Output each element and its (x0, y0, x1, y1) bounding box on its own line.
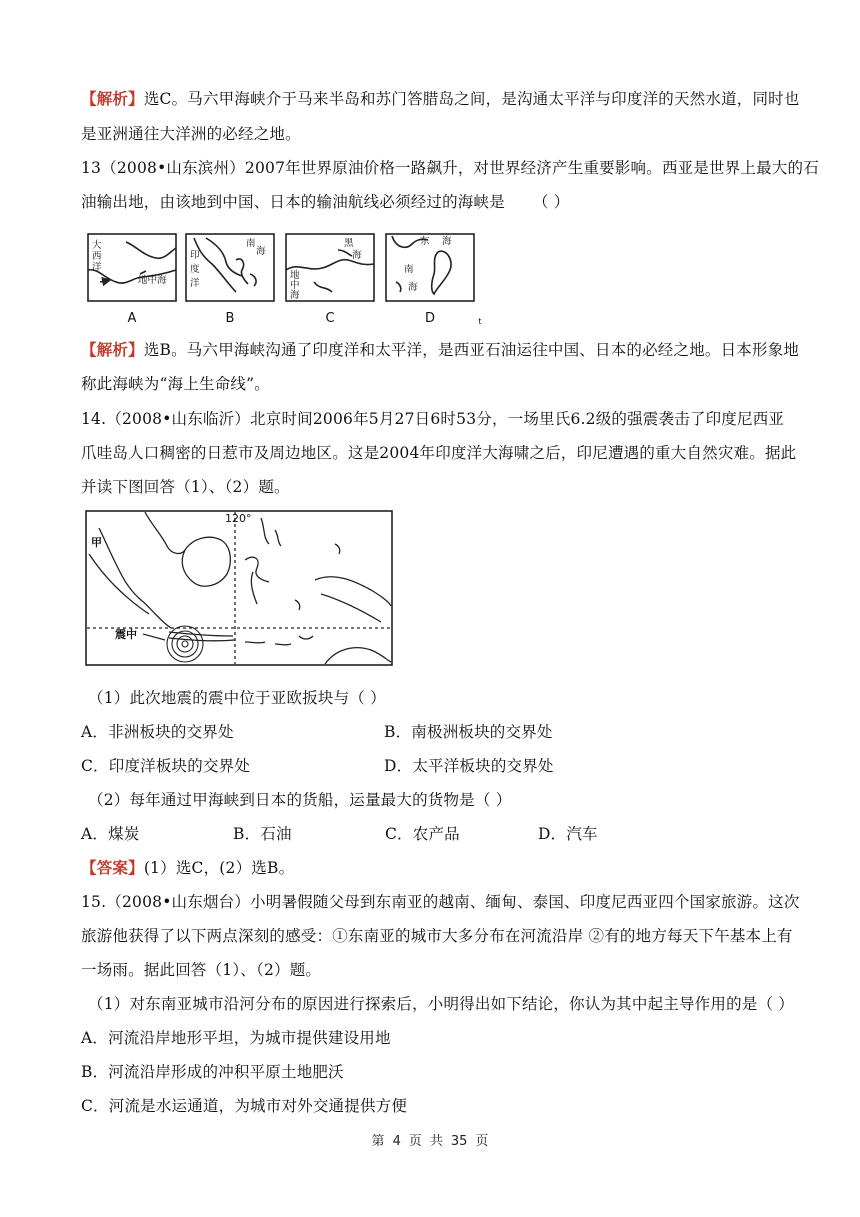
q13-stem-line-2: 油输出地，由该地到中国、日本的输油航线必须经过的海峡是 （ ） (81, 193, 570, 211)
map-a-letter: A (127, 311, 137, 326)
analysis-tag: 【解析】 (81, 89, 144, 108)
page-total: 35 (450, 1134, 468, 1149)
q14-answer: 【答案】(1）选C，(2）选B。 (81, 858, 295, 877)
svg-text:洋: 洋 (92, 262, 102, 273)
map-c-letter: C (325, 311, 335, 326)
answer-tag: 【答案】 (81, 858, 144, 877)
map-b-letter: B (225, 311, 235, 326)
svg-text:印: 印 (190, 250, 200, 261)
page-number: 4 (392, 1134, 401, 1149)
svg-text:南: 南 (246, 238, 256, 249)
svg-text:大: 大 (92, 240, 102, 251)
svg-text:中: 中 (290, 280, 300, 291)
q15-option-b: B．河流沿岸形成的冲积平原土地肥沃 (81, 1063, 344, 1081)
option-d: D．太平洋板块的交界处 (384, 757, 554, 775)
epicenter-label: 震中 (115, 628, 137, 641)
meridian-label: 120° (225, 512, 252, 525)
q12-analysis-line-1: 【解析】选C。马六甲海峡介于马来半岛和苏门答腊岛之间，是沟通太平洋与印度洋的天然水道，同时也 (81, 89, 800, 108)
svg-text:地: 地 (290, 270, 300, 281)
q14-sub1: （1）此次地震的震中位于亚欧扳块与（ ） (88, 689, 386, 707)
q15-stem-line-1: 15.（2008•山东烟台）小明暑假随父母到东南亚的越南、缅甸、泰国、印度尼西亚四个国家旅游。这次 (81, 893, 800, 911)
option-b: B．南极洲板块的交界处 (384, 723, 553, 741)
option-c: C．印度洋板块的交界处 (81, 757, 251, 775)
analysis-tag: 【解析】 (81, 340, 144, 359)
option-d: D．汽车 (538, 825, 598, 843)
option-b: B．石油 (233, 825, 292, 843)
svg-text:海: 海 (442, 236, 452, 247)
q14-sub2: （2）每年通过甲海峡到日本的货船，运量最大的货物是（ ） (88, 791, 512, 809)
stray-mark: t (478, 317, 482, 326)
option-a: A．非洲板块的交界处 (81, 723, 234, 741)
page-footer: 第 4 页 共 35 页 (371, 1134, 489, 1149)
svg-text:洋: 洋 (190, 278, 200, 289)
map-d-frame (386, 234, 474, 301)
q13-analysis-line-1: 【解析】选B。马六甲海峡沟通了印度洋和太平洋，是西亚石油运往中国、日本的必经之地。日本形象地 (81, 340, 800, 359)
q14-stem-line-3: 并读下图回答（1）、（2）题。 (81, 478, 290, 496)
q15-option-c: C．河流是水运通道，为城市对外交通提供方便 (81, 1097, 408, 1115)
svg-text:南: 南 (404, 264, 414, 275)
svg-text:海: 海 (352, 250, 362, 261)
answer-paren: （ ） (532, 193, 570, 211)
q15-sub1: （1）对东南亚城市沿河分布的原因进行探索后，小明得出如下结论，你认为其中起主导作用的是（ ） (88, 995, 794, 1013)
q14-stem-line-1: 14.（2008•山东临沂）北京时间2006年5月27日6时53分，一场里氏6.2级的强震袭击了印度尼西亚 (81, 410, 785, 428)
map-d-letter: D (424, 311, 436, 326)
q13-strait-maps (86, 230, 486, 328)
q14-indonesia-map (85, 510, 395, 668)
svg-text:度: 度 (190, 264, 200, 275)
svg-text:黑: 黑 (344, 238, 354, 249)
q15-option-a: A．河流沿岸地形平坦，为城市提供建设用地 (81, 1029, 391, 1047)
q15-stem-line-2: 旅游他获得了以下两点深刻的感受：①东南亚的城市大多分布在河流沿岸 ②有的地方每天下午基本上有 (81, 927, 793, 945)
svg-text:海: 海 (256, 246, 266, 257)
option-c: C．农产品 (385, 825, 460, 843)
svg-text:海: 海 (290, 290, 300, 301)
option-a: A．煤炭 (81, 825, 140, 843)
q15-stem-line-3: 一场雨。据此回答（1）、（2）题。 (81, 961, 322, 979)
svg-text:东: 东 (420, 236, 430, 247)
svg-text:地中海: 地中海 (138, 275, 167, 286)
q13-stem-line-1: 13（2008•山东滨州）2007年世界原油价格一路飙升，对世界经济产生重要影响。西亚是世界上最大的石 (81, 159, 819, 177)
svg-text:海: 海 (408, 282, 418, 293)
q14-stem-line-2: 爪哇岛人口稠密的日惹市及周边地区。这是2004年印度洋大海啸之后，印尼遭遇的重大自然灾难。据此 (81, 444, 797, 462)
strait-jia-label: 甲 (91, 536, 102, 549)
q12-analysis-line-2: 是亚洲通往大洋洲的必经之地。 (81, 125, 301, 143)
svg-text:西: 西 (92, 251, 102, 262)
q13-analysis-line-2: 称此海峡为“海上生命线”。 (81, 375, 270, 393)
